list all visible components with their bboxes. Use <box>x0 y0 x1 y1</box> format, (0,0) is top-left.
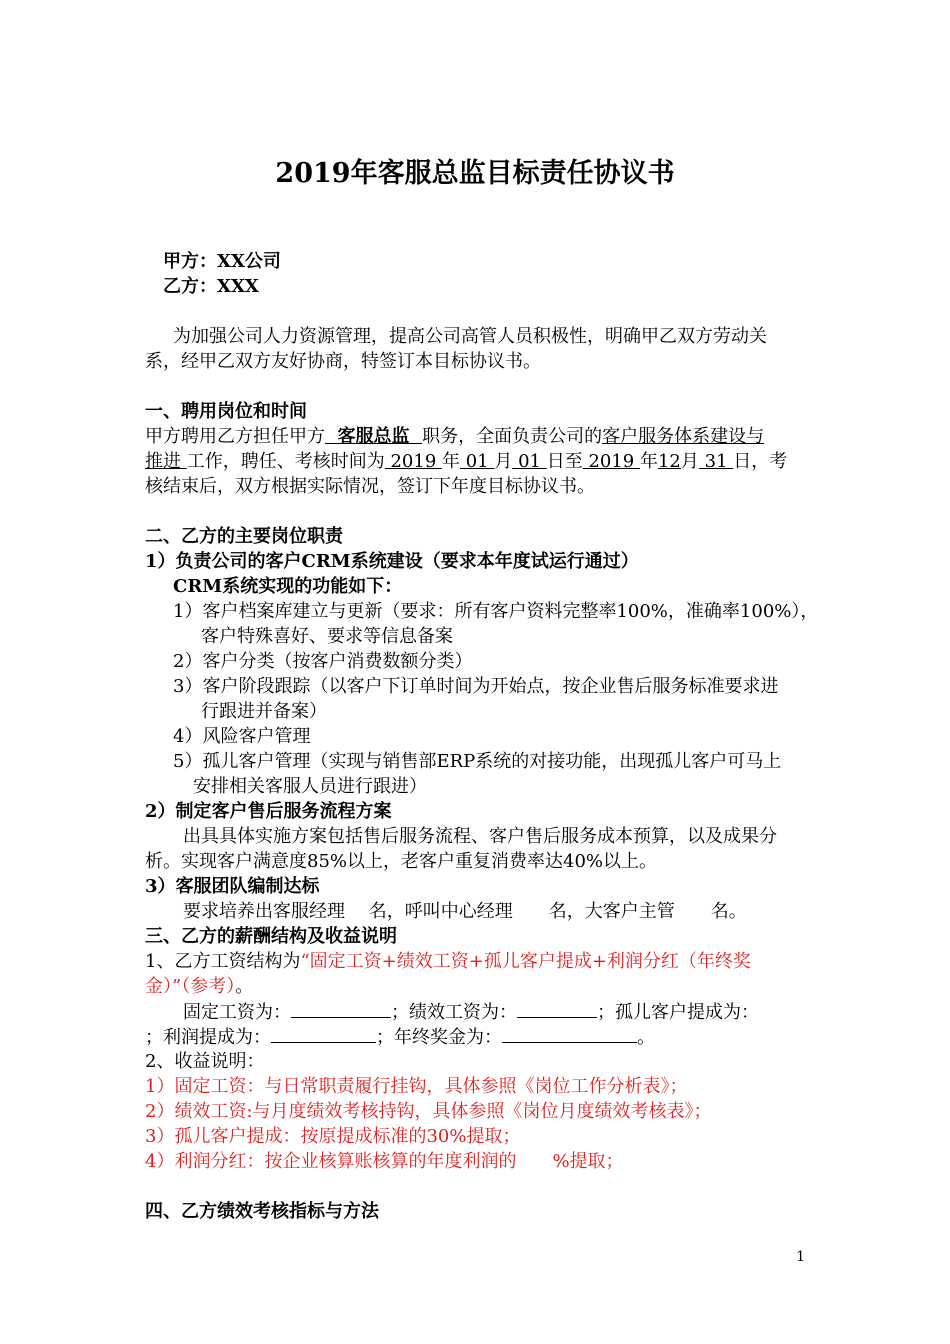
intro-line-2: 系，经甲乙双方友好协商，特签订本目标协议书。 <box>145 351 541 372</box>
function-1-line-1: 1）客户档案库建立与更新（要求：所有客户资料完整率100%，准确率100%）， <box>173 601 819 622</box>
text: 工作，聘任、考核时间为 <box>186 451 385 472</box>
text: 1、乙方工资结构为 <box>145 951 301 972</box>
label: 固定工资为： <box>183 1002 291 1023</box>
page-number: 1 <box>796 1249 805 1265</box>
text: 月 <box>494 451 513 472</box>
income-rule-1: 1）固定工资：与日常职责履行挂钩，具体参照《岗位工作分析表》； <box>145 1076 688 1097</box>
section-1-line-2 <box>145 449 825 474</box>
item-2-line-2: 析。实现客户满意度85%以上，老客户重复消费率达40%以上。 <box>145 851 658 872</box>
party-b: 乙方：XXX <box>163 276 259 297</box>
label: ；利润提成为： <box>145 1027 271 1048</box>
end-day: 31 <box>698 451 734 472</box>
performance-salary-blank <box>517 999 597 1018</box>
section-1-line-1 <box>145 424 825 449</box>
item-2-heading: 2）制定客户售后服务流程方案 <box>145 801 392 822</box>
duty-field-cont: 推进 <box>145 451 187 472</box>
text: 。 <box>637 1027 655 1048</box>
function-3-line-2: 行跟进并备案） <box>201 701 327 722</box>
section-1-heading: 一、聘用岗位和时间 <box>145 401 307 422</box>
label: ；绩效工资为： <box>391 1002 517 1023</box>
item-3-heading: 3）客服团队编制达标 <box>145 876 320 897</box>
section-1-line-3: 核结束后，双方根据实际情况，签订下年度目标协议书。 <box>145 476 595 497</box>
profit-commission-blank <box>271 1024 376 1043</box>
item-2-line-1: 出具具体实施方案包括售后服务流程、客户售后服务成本预算，以及成果分 <box>183 826 777 847</box>
text: 年 <box>442 451 460 472</box>
text: 日，考 <box>733 451 788 472</box>
annual-bonus-blank <box>502 1024 637 1043</box>
label: ；年终奖金为： <box>376 1027 502 1048</box>
section-4-heading: 四、乙方绩效考核指标与方法 <box>145 1201 379 1222</box>
start-year: 2019 <box>384 451 442 472</box>
end-year: 2019 <box>582 451 640 472</box>
party-a: 甲方：XX公司 <box>163 251 281 272</box>
salary-structure-line-2 <box>145 974 825 999</box>
function-3-line-1: 3）客户阶段跟踪（以客户下订单时间为开始点，按企业售后服务标准要求进 <box>173 676 779 697</box>
fixed-salary-blank <box>291 999 391 1018</box>
function-4: 4）风险客户管理 <box>173 726 311 747</box>
document-title: 2019年客服总监目标责任协议书 <box>275 158 675 189</box>
position-field: 客服总监 <box>325 426 423 447</box>
salary-formula: “固定工资+绩效工资+孤儿客户提成+利润分红（年终奖 <box>300 951 751 972</box>
function-1-line-2: 客户特殊喜好、要求等信息备案 <box>201 626 453 647</box>
income-rule-3: 3）孤儿客户提成：按原提成标准的30%提取； <box>145 1126 521 1147</box>
text: 月 <box>680 451 699 472</box>
salary-structure-line-1 <box>145 949 815 974</box>
income-explanation: 2、收益说明： <box>145 1051 265 1072</box>
salary-fields-line-2 <box>145 1024 825 1050</box>
item-1-subheading: CRM系统实现的功能如下： <box>173 576 403 597</box>
text: 日至 <box>546 451 583 472</box>
text: 职务，全面负责公司的 <box>422 426 603 447</box>
text: 。 <box>235 976 254 997</box>
text: 年 <box>639 451 658 472</box>
section-3-heading: 三、乙方的薪酬结构及收益说明 <box>145 926 397 947</box>
label: ；孤儿客户提成为： <box>597 1002 759 1023</box>
function-5-line-2: 安排相关客服人员进行跟进） <box>193 776 427 797</box>
item-1-heading: 1）负责公司的客户CRM系统建设（要求本年度试运行通过） <box>145 551 639 572</box>
function-5-line-1: 5）孤儿客户管理（实现与销售部ERP系统的对接功能，出现孤儿客户可马上 <box>173 751 782 772</box>
section-2-heading: 二、乙方的主要岗位职责 <box>145 526 343 547</box>
intro-line-1: 为加强公司人力资源管理，提高公司高管人员积极性，明确甲乙双方劳动关 <box>173 326 767 347</box>
item-3-line-1: 要求培养出客服经理 名，呼叫中心经理 名，大客户主管 名。 <box>183 901 747 922</box>
income-rule-4: 4）利润分红：按企业核算账核算的年度利润的 %提取； <box>145 1151 624 1172</box>
start-month: 01 <box>460 451 495 472</box>
start-day: 01 <box>512 451 547 472</box>
duty-field: 客户服务体系建设与 <box>602 426 765 447</box>
income-rule-2: 2）绩效工资:与月度绩效考核持钩，具体参照《岗位月度绩效考核表》； <box>145 1101 712 1122</box>
salary-fields-line-1 <box>183 999 833 1025</box>
end-month: 12 <box>657 451 681 472</box>
text: 甲方聘用乙方担任甲方 <box>145 426 325 447</box>
salary-formula-cont: 金）”（参考） <box>145 976 236 997</box>
function-2: 2）客户分类（按客户消费数额分类） <box>173 651 473 672</box>
